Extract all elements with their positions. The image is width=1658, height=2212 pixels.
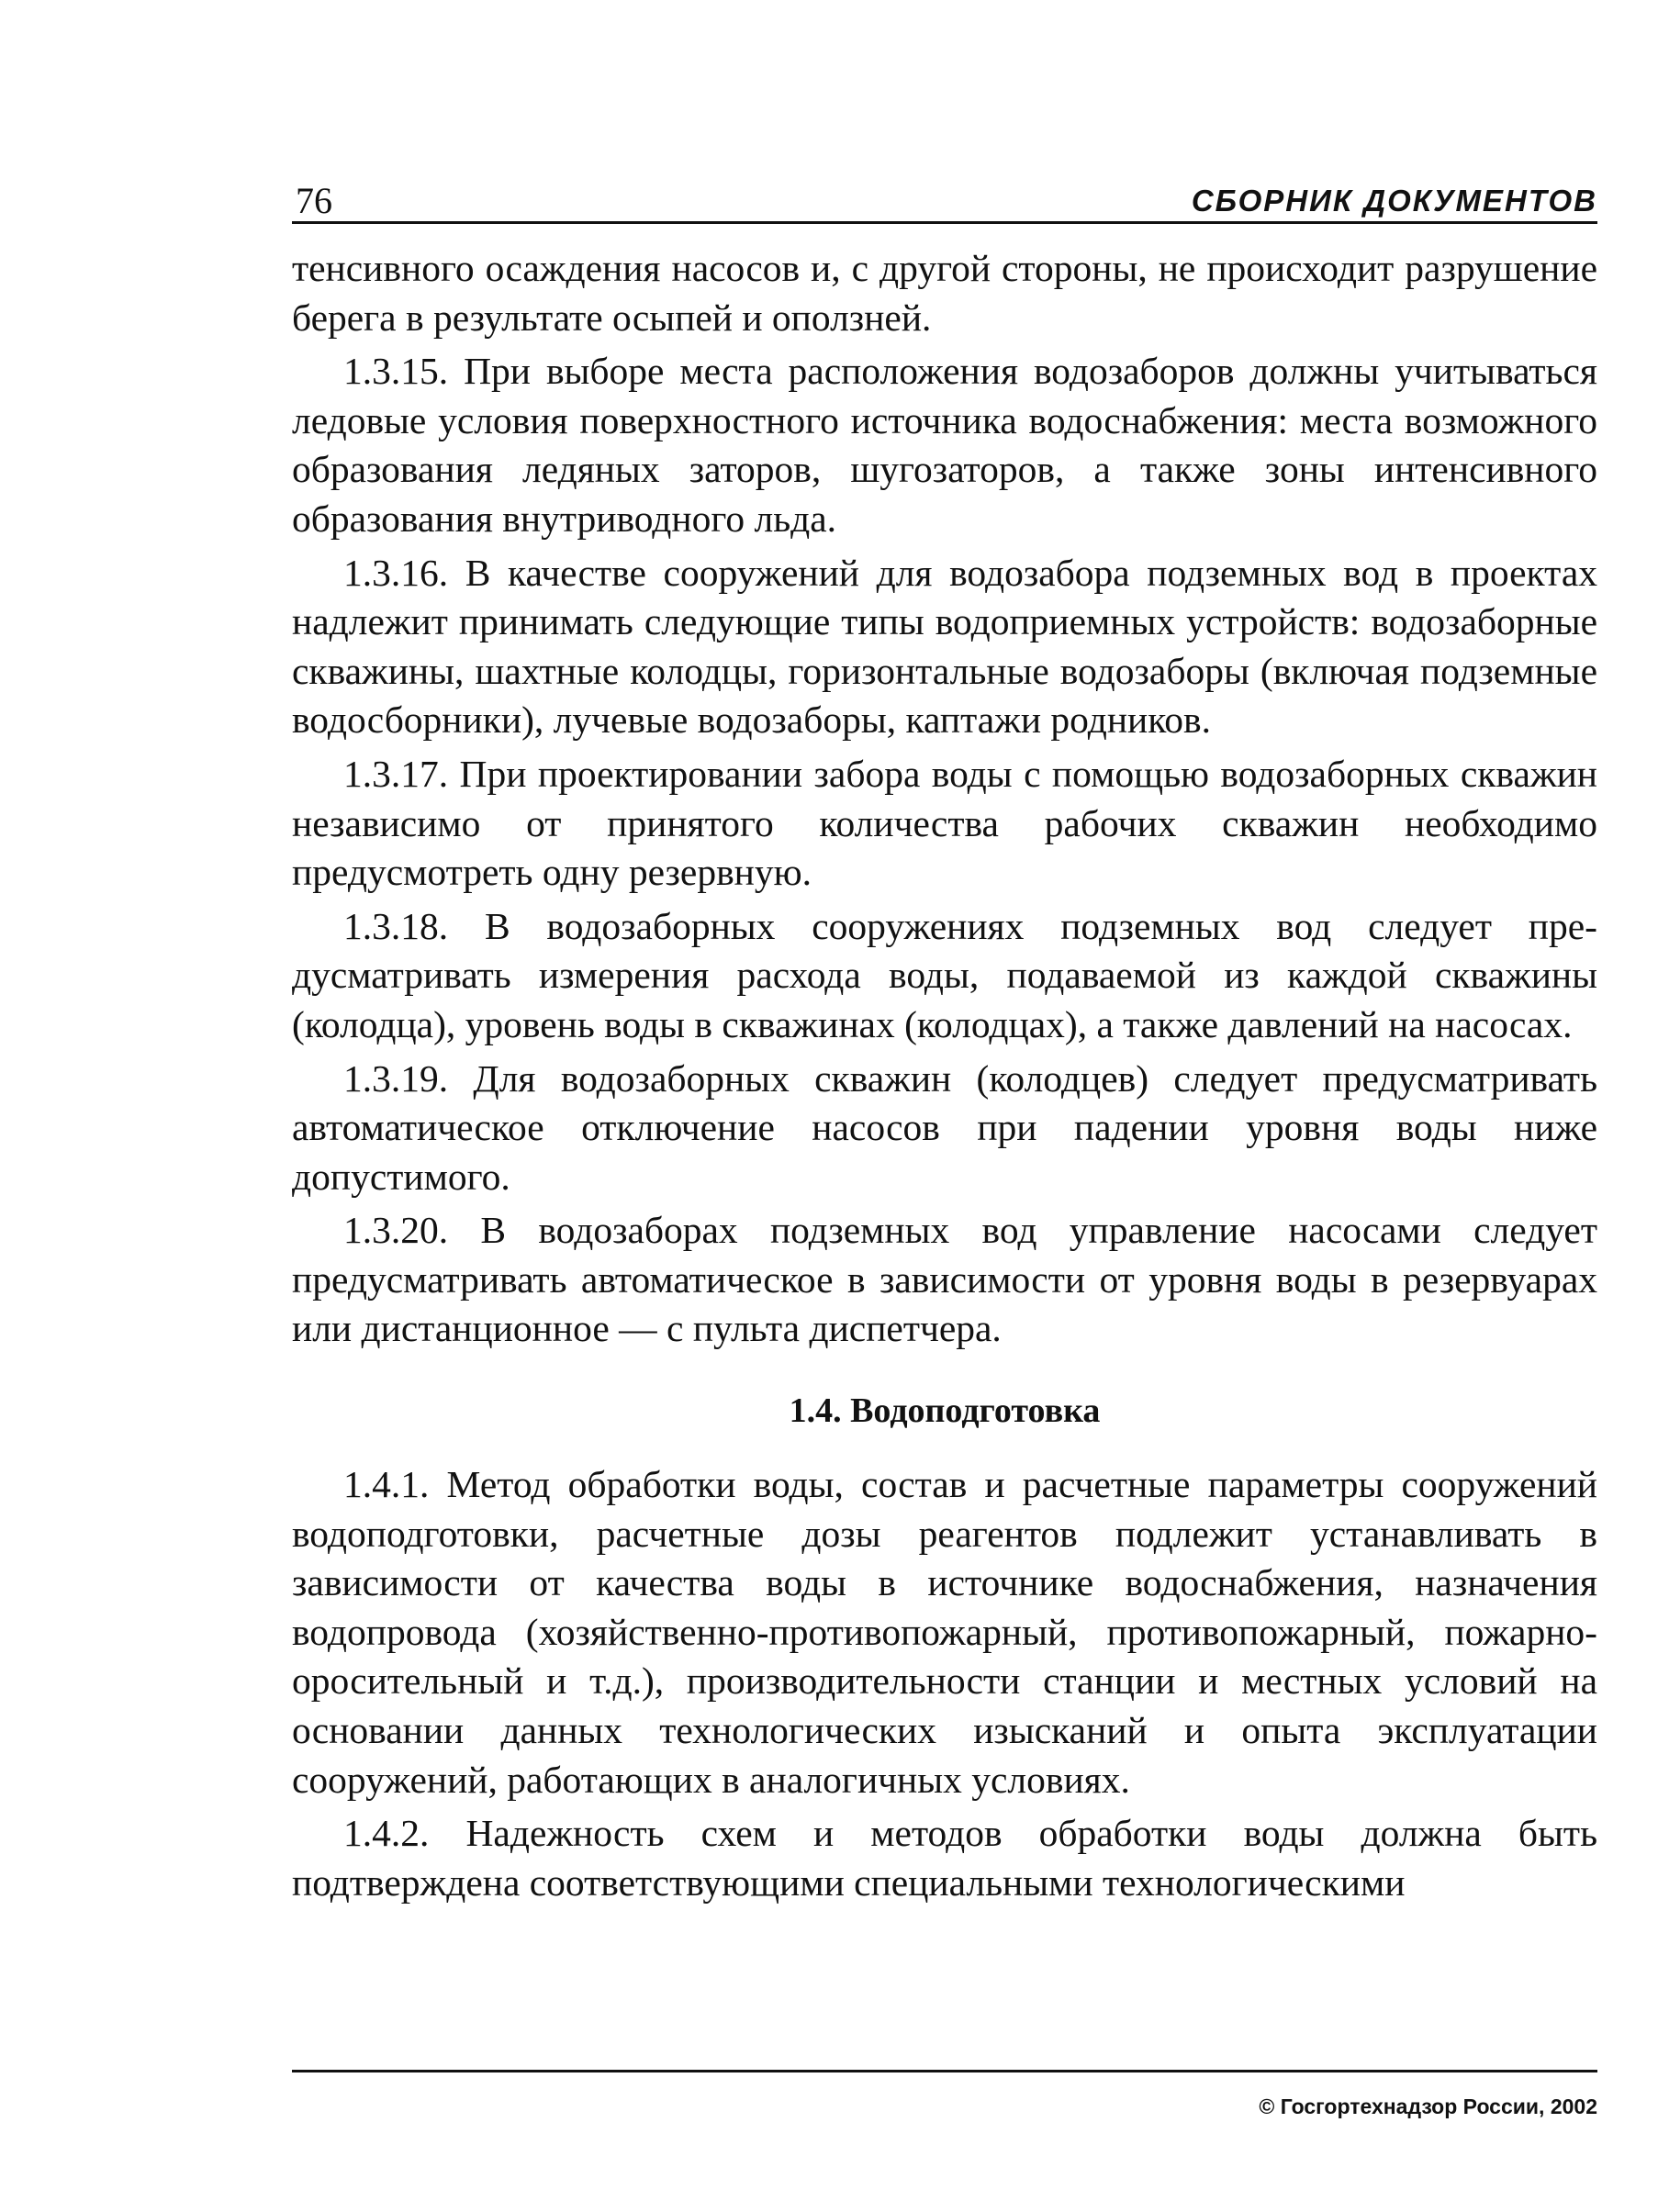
footer-rule <box>292 2070 1597 2072</box>
document-page <box>292 170 1597 1912</box>
running-title: СБОРНИК ДОКУМЕНТОВ <box>1191 184 1597 218</box>
paragraph-1-4-1: 1.4.1. Метод обработки воды, состав и расчетные параметры сооружений водоподготовки, расчетные дозы реагентов подлежит устанавливать в зависимости от качества воды в источнике водоснабжения, назначения водопровода (хозяйственно-противопожарный, противопожарный, пожарно-оросительный и т.д.), производительности станции и местных условий на основании данных технологических изысканий и опыта эксплуатации сооружений, работающих в аналогичных условиях. <box>292 1463 1597 1801</box>
page-number: 76 <box>296 180 332 221</box>
paragraph-continuation: тенсивного осаждения насосов и, с другой стороны, не происходит разрушение берега в результате осыпей и оползней. <box>292 247 1597 339</box>
paragraph-1-3-17: 1.3.17. При проектировании забора воды с помощью водозаборных скважин независимо от принятого количества рабочих скважин необходимо предусмотреть одну резервную. <box>292 752 1597 894</box>
paragraph-1-3-18: 1.3.18. В водозаборных сооружениях подземных вод следует предусматривать измерения расхода воды, подаваемой из каждой скважины (колодца), уровень воды в скважинах (колодцах), а также давлений на насосах. <box>292 904 1597 1045</box>
section-heading: 1.4. Водоподготовка <box>789 1391 1101 1431</box>
copyright-notice: © Госгортехнадзор России, 2002 <box>1259 2095 1597 2118</box>
paragraph-1-3-20: 1.3.20. В водозаборах подземных вод управление насосами следует предусматривать автоматическое в зависимости от уровня воды в резервуарах или дистанционное — с пульта диспетчера. <box>292 1209 1597 1350</box>
paragraph-1-3-15: 1.3.15. При выборе места расположения водозаборов должны учитываться ледовые условия поверхностного источника водоснабжения: места возможного образования ледяных заторов, шугозаторов, а также зоны интенсивного образования внутриводного льда. <box>292 350 1597 540</box>
body-text <box>292 244 1597 1907</box>
running-header <box>292 170 1597 224</box>
paragraph-1-3-16: 1.3.16. В качестве сооружений для водозабора подземных вод в проектах надлежит принимать следующие типы водоприемных устройств: водозаборные скважины, шахтные колодцы, горизонтальные водозаборы (включая подземные водосборники), лучевые водозаборы, каптажи родников. <box>292 551 1597 742</box>
paragraph-1-3-19: 1.3.19. Для водозаборных скважин (колодцев) следует предусматривать автоматическое отключение насосов при падении уровня воды ниже допустимого. <box>292 1056 1597 1198</box>
paragraph-1-4-2: 1.4.2. Надежность схем и методов обработки воды должна быть подтверждена соответствующими специальными технологическими <box>292 1812 1597 1904</box>
